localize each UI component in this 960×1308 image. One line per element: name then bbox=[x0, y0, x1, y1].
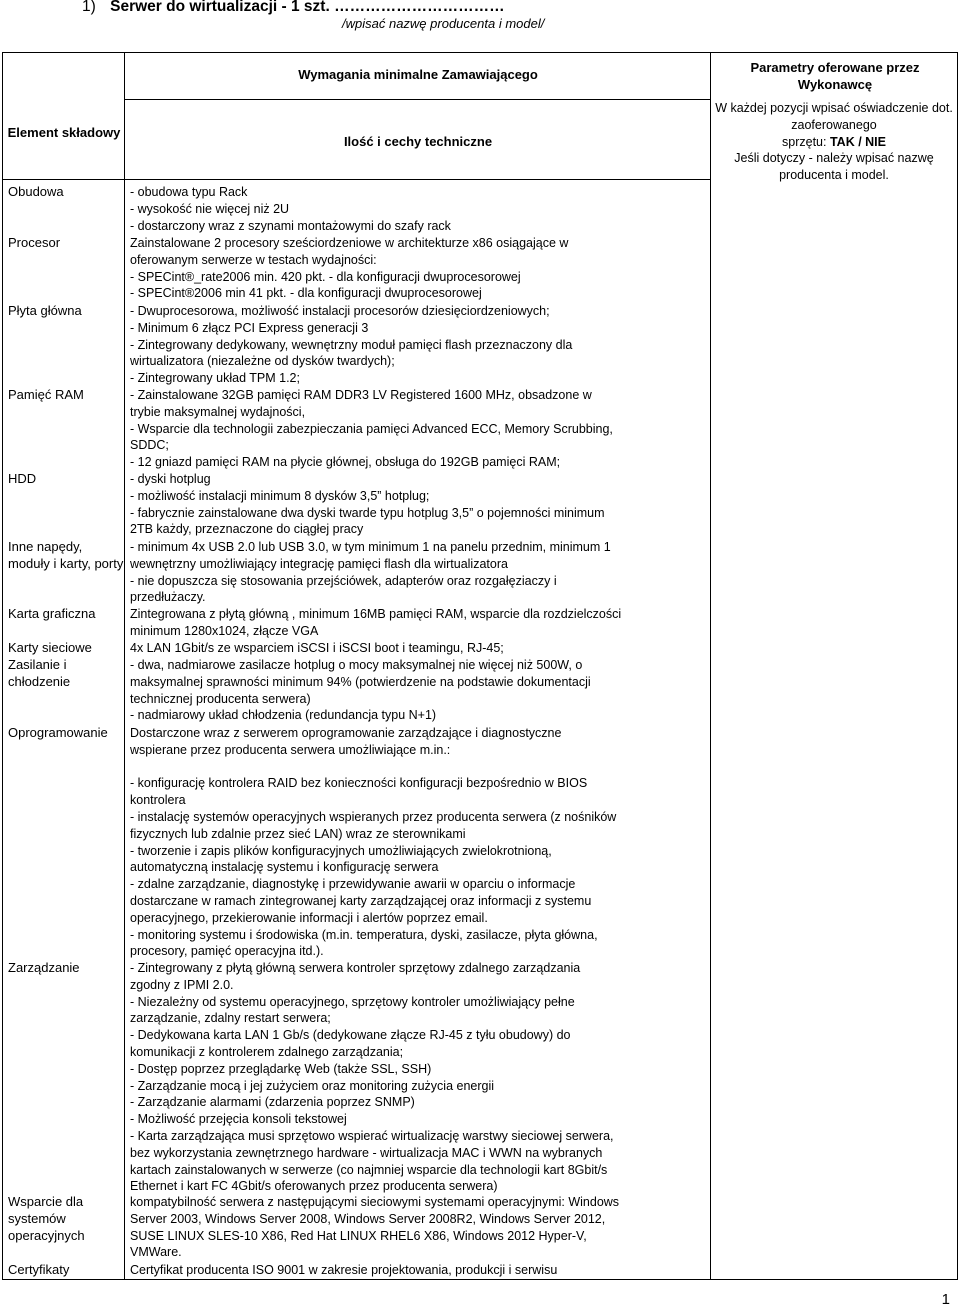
row-desc-line: kartach zainstalowanych w serwerze (co najmniej wsparcie dla technologii kart 8Gbit/s bbox=[130, 1162, 608, 1177]
row-desc-line: - nie dopuszcza się stosowania przejściówek, adapterów oraz rozgałęziaczy i bbox=[130, 573, 557, 588]
row-desc-line: Dostarczone wraz z serwerem oprogramowanie zarządzające i diagnostyczne bbox=[130, 726, 562, 740]
row-label-wsparcie-os: Wsparcie dla systemów operacyjnych bbox=[8, 1194, 85, 1243]
row-desc-line: - minimum 4x USB 2.0 lub USB 3.0, w tym minimum 1 na panelu przednim, minimum 1 bbox=[130, 540, 611, 554]
row-desc-line: VMWare. bbox=[130, 1245, 182, 1260]
row-desc-line: - SPECint®_rate2006 min. 420 pkt. - dla konfiguracji dwuprocesorowej bbox=[130, 269, 521, 284]
row-label-procesor: Procesor bbox=[8, 235, 61, 250]
row-desc-line: wirtualizatora (niezależne od dysków twardych); bbox=[130, 354, 395, 369]
row-desc-line: Zainstalowane 2 procesory sześciordzeniowe w architekturze x86 osiągające w bbox=[130, 236, 569, 250]
row-desc-line: kompatybilność serwera z następującymi sieciowymi systemami operacyjnymi: Windows bbox=[130, 1195, 620, 1209]
row-desc bbox=[130, 539, 712, 606]
row-desc-line: - fabrycznie zainstalowane dwa dyski twarde typu hotplug 3,5” o pojemności minimum bbox=[130, 505, 605, 520]
row-desc-line: operacyjnego, przekierowanie informacji i alertów poprzez email. bbox=[130, 910, 488, 925]
offered-note-line1: W każdej pozycji wpisać oświadczenie dot. zaoferowanego bbox=[715, 101, 953, 132]
row-desc-line: Certyfikat producenta ISO 9001 w zakresie projektowania, produkcji i serwisu bbox=[130, 1263, 558, 1277]
row-desc bbox=[130, 960, 712, 1195]
row-desc bbox=[130, 471, 712, 538]
offered-note-tak-nie: TAK / NIE bbox=[829, 134, 886, 149]
row-label-obudowa: Obudowa bbox=[8, 184, 64, 199]
row-desc bbox=[130, 606, 712, 640]
section-subtitle: /wpisać nazwę producenta i model/ bbox=[342, 16, 545, 31]
row-desc-line: - Niezależny od systemu operacyjnego, sprzętowy kontroler umożliwiający pełne bbox=[130, 994, 575, 1009]
column-divider bbox=[124, 52, 125, 1280]
row-desc-line: kontrolera bbox=[130, 793, 186, 808]
row-desc-line: - wysokość nie więcej niż 2U bbox=[130, 201, 290, 216]
row-desc-line: - dostarczony wraz z szynami montażowymi do szafy rack bbox=[130, 218, 451, 233]
row-desc-line: - Zintegrowany układ TPM 1.2; bbox=[130, 371, 300, 386]
row-desc-line: - Dwuprocesorowa, możliwość instalacji procesorów dziesięciordzeniowych; bbox=[130, 304, 550, 318]
header-offered: Parametry oferowane przez Wykonawcę bbox=[750, 60, 920, 92]
row-desc-line: 4x LAN 1Gbit/s ze wsparciem iSCSI i iSCSI boot i teamingu, RJ-45; bbox=[130, 641, 504, 655]
row-desc-line: wspierane przez producenta serwera umożliwiające m.in.: bbox=[130, 742, 451, 757]
row-desc-line: bez wykorzystania zewnętrznego hardware - wirtualizacja MAC i WWN na wybranych bbox=[130, 1145, 603, 1160]
row-desc-line: - Zintegrowany z płytą główną serwera kontroler sprzętowy zdalnego zarządzania bbox=[130, 961, 581, 975]
row-desc-line: - SPECint®2006 min 41 pkt. - dla konfiguracji dwuprocesorowej bbox=[130, 286, 482, 301]
row-desc-line: - obudowa typu Rack bbox=[130, 185, 248, 199]
header-subdivider bbox=[124, 99, 710, 100]
row-desc-line: - monitoring systemu i środowiska (m.in. temperatura, dyski, zasilacze, płyta główna, bbox=[130, 927, 598, 942]
row-label-oprogramowanie: Oprogramowanie bbox=[8, 725, 108, 740]
row-desc-line: technicznej producenta serwera) bbox=[130, 691, 311, 706]
row-desc-line: - instalację systemów operacyjnych wspieranych przez producenta serwera (z nośników bbox=[130, 809, 617, 824]
row-desc-line: fizycznych lub zdalnie przez sieć LAN) wraz ze sterownikami bbox=[130, 826, 466, 841]
row-desc-line: automatyczną instalację systemu i konfigurację serwera bbox=[130, 860, 439, 875]
row-desc bbox=[130, 725, 712, 960]
row-desc-line: maksymalnej sprawności minimum 94% (potwierdzenie na podstawie dokumentacji bbox=[130, 674, 591, 689]
row-desc bbox=[130, 1194, 712, 1261]
row-desc-line: komunikacji z kontrolerem zdalnego zarządzania; bbox=[130, 1044, 404, 1059]
row-desc-line: - Minimum 6 złącz PCI Express generacji 3 bbox=[130, 320, 369, 335]
offered-note-line2-prefix: sprzętu: bbox=[782, 134, 830, 149]
section-number: 1) bbox=[82, 0, 96, 15]
row-desc-line: - Wsparcie dla technologii zabezpieczania pamięci Advanced ECC, Memory Scrubbing, bbox=[130, 421, 613, 436]
row-desc-line: Ethernet i kart FC 4Gbit/s oferowanych przez producenta serwera) bbox=[130, 1179, 498, 1194]
row-desc-line: - możliwość instalacji minimum 8 dysków 3,5” hotplug; bbox=[130, 488, 430, 503]
page-number: 1 bbox=[941, 1291, 950, 1308]
row-desc-line: minimum 1280x1024, złącze VGA bbox=[130, 623, 319, 638]
row-label-plyta-glowna: Płyta główna bbox=[8, 303, 82, 318]
row-desc-line: trybie maksymalnej wydajności, bbox=[130, 404, 306, 419]
header-requirements-sub: Ilość i cechy techniczne bbox=[343, 134, 493, 149]
row-desc-line: wewnętrzny umożliwiający integrację pamięci flash dla wirtualizatora bbox=[130, 556, 508, 571]
section-title: Serwer do wirtualizacji - 1 szt. …………………………… bbox=[110, 0, 505, 15]
row-desc-line: - nadmiarowy układ chłodzenia (redundancja typu N+1) bbox=[130, 708, 437, 723]
row-desc bbox=[130, 184, 712, 234]
row-desc-line: SUSE LINUX SLES-10 X86, Red Hat LINUX RHEL6 X86, Windows 2012 Hyper-V, bbox=[130, 1228, 587, 1243]
row-desc-line: SDDC; bbox=[130, 438, 169, 453]
row-label-karty-sieciowe: Karty sieciowe bbox=[8, 640, 92, 655]
row-desc-line bbox=[130, 759, 712, 776]
section-heading bbox=[82, 0, 505, 16]
row-desc-line: - Zainstalowane 32GB pamięci RAM DDR3 LV Registered 1600 MHz, obsadzone w bbox=[130, 388, 592, 402]
row-desc-line: - dwa, nadmiarowe zasilacze hotplug o mocy maksymalnej nie więcej niż 500W, o bbox=[130, 658, 583, 672]
row-desc-line: oferowanym serwerze w testach wydajności: bbox=[130, 252, 377, 267]
row-desc-line: zarządzanie, zdalny restart serwera; bbox=[130, 1011, 331, 1026]
row-desc-line: przedłużaczy. bbox=[130, 590, 206, 605]
row-label-zarzadzanie: Zarządzanie bbox=[8, 960, 80, 975]
row-desc-line: - tworzenie i zapis plików konfiguracyjnych umożliwiających zwielokrotnioną, bbox=[130, 843, 552, 858]
offered-note-line3: Jeśli dotyczy - należy wpisać nazwę producenta i model. bbox=[734, 151, 934, 183]
header-element: Element składowy bbox=[7, 125, 121, 140]
row-desc-line: Zintegrowana z płytą główną , minimum 16MB pamięci RAM, wsparcie dla rozdzielczości bbox=[130, 607, 622, 621]
row-desc-line: procesory, pamięć operacyjna itd.). bbox=[130, 944, 324, 959]
row-desc-line: dostarczane w ramach zintegrowanej karty zarządzającej oraz informacji z systemu bbox=[130, 893, 592, 908]
row-desc bbox=[130, 235, 712, 302]
row-desc-line: zgodny z IPMI 2.0. bbox=[130, 977, 234, 992]
row-desc bbox=[130, 640, 712, 657]
row-label-pamiec-ram: Pamięć RAM bbox=[8, 387, 84, 402]
row-desc-line: - zdalne zarządzanie, diagnostykę i przewidywanie awarii w oparciu o informacje bbox=[130, 877, 576, 892]
row-desc-line: Server 2003, Windows Server 2008, Windows Server 2008R2, Windows Server 2012, bbox=[130, 1211, 606, 1226]
row-label-certyfikaty: Certyfikaty bbox=[8, 1262, 70, 1277]
header-requirements: Wymagania minimalne Zamawiającego bbox=[298, 67, 538, 82]
row-label-hdd: HDD bbox=[8, 471, 37, 486]
row-desc-line: - Zarządzanie alarmami (zdarzenia poprzez SNMP) bbox=[130, 1095, 415, 1110]
row-desc-line: - Zarządzanie mocą i jej zużyciem oraz monitoring zużycia energii bbox=[130, 1078, 495, 1093]
row-desc-line: - 12 gniazd pamięci RAM na płycie głównej, obsługa do 192GB pamięci RAM; bbox=[130, 455, 561, 470]
row-label-karta-graficzna: Karta graficzna bbox=[8, 606, 96, 621]
row-desc-line: - Możliwość przejęcia konsoli tekstowej bbox=[130, 1112, 347, 1127]
row-desc-line: - Zintegrowany dedykowany, wewnętrzny moduł pamięci flash przeznaczony dla bbox=[130, 337, 573, 352]
row-label-zasilanie: Zasilanie i chłodzenie bbox=[8, 657, 71, 689]
row-desc bbox=[130, 657, 712, 724]
row-desc-line: 2TB każdy, przeznaczone do ciągłej pracy bbox=[130, 522, 364, 537]
row-desc-line: - Karta zarządzająca musi sprzętowo wspierać wirtualizację warstwy sieciowej serwera, bbox=[130, 1128, 614, 1143]
row-desc bbox=[130, 387, 712, 471]
offered-note bbox=[713, 100, 955, 184]
row-desc-line: - Dedykowana karta LAN 1 Gb/s (dedykowane złącze RJ-45 z tyłu obudowy) do bbox=[130, 1028, 571, 1043]
row-desc-line: - konfigurację kontrolera RAID bez konieczności konfiguracji bezpośrednio w BIOS bbox=[130, 776, 588, 791]
row-desc bbox=[130, 303, 712, 387]
row-desc-line: - Dostęp poprzez przeglądarkę Web (także SSL, SSH) bbox=[130, 1061, 432, 1076]
row-desc bbox=[130, 1262, 712, 1279]
row-desc-line: - dyski hotplug bbox=[130, 472, 211, 486]
header-divider bbox=[2, 179, 710, 180]
row-label-inne-napedy: Inne napędy, moduły i karty, porty bbox=[8, 539, 124, 571]
